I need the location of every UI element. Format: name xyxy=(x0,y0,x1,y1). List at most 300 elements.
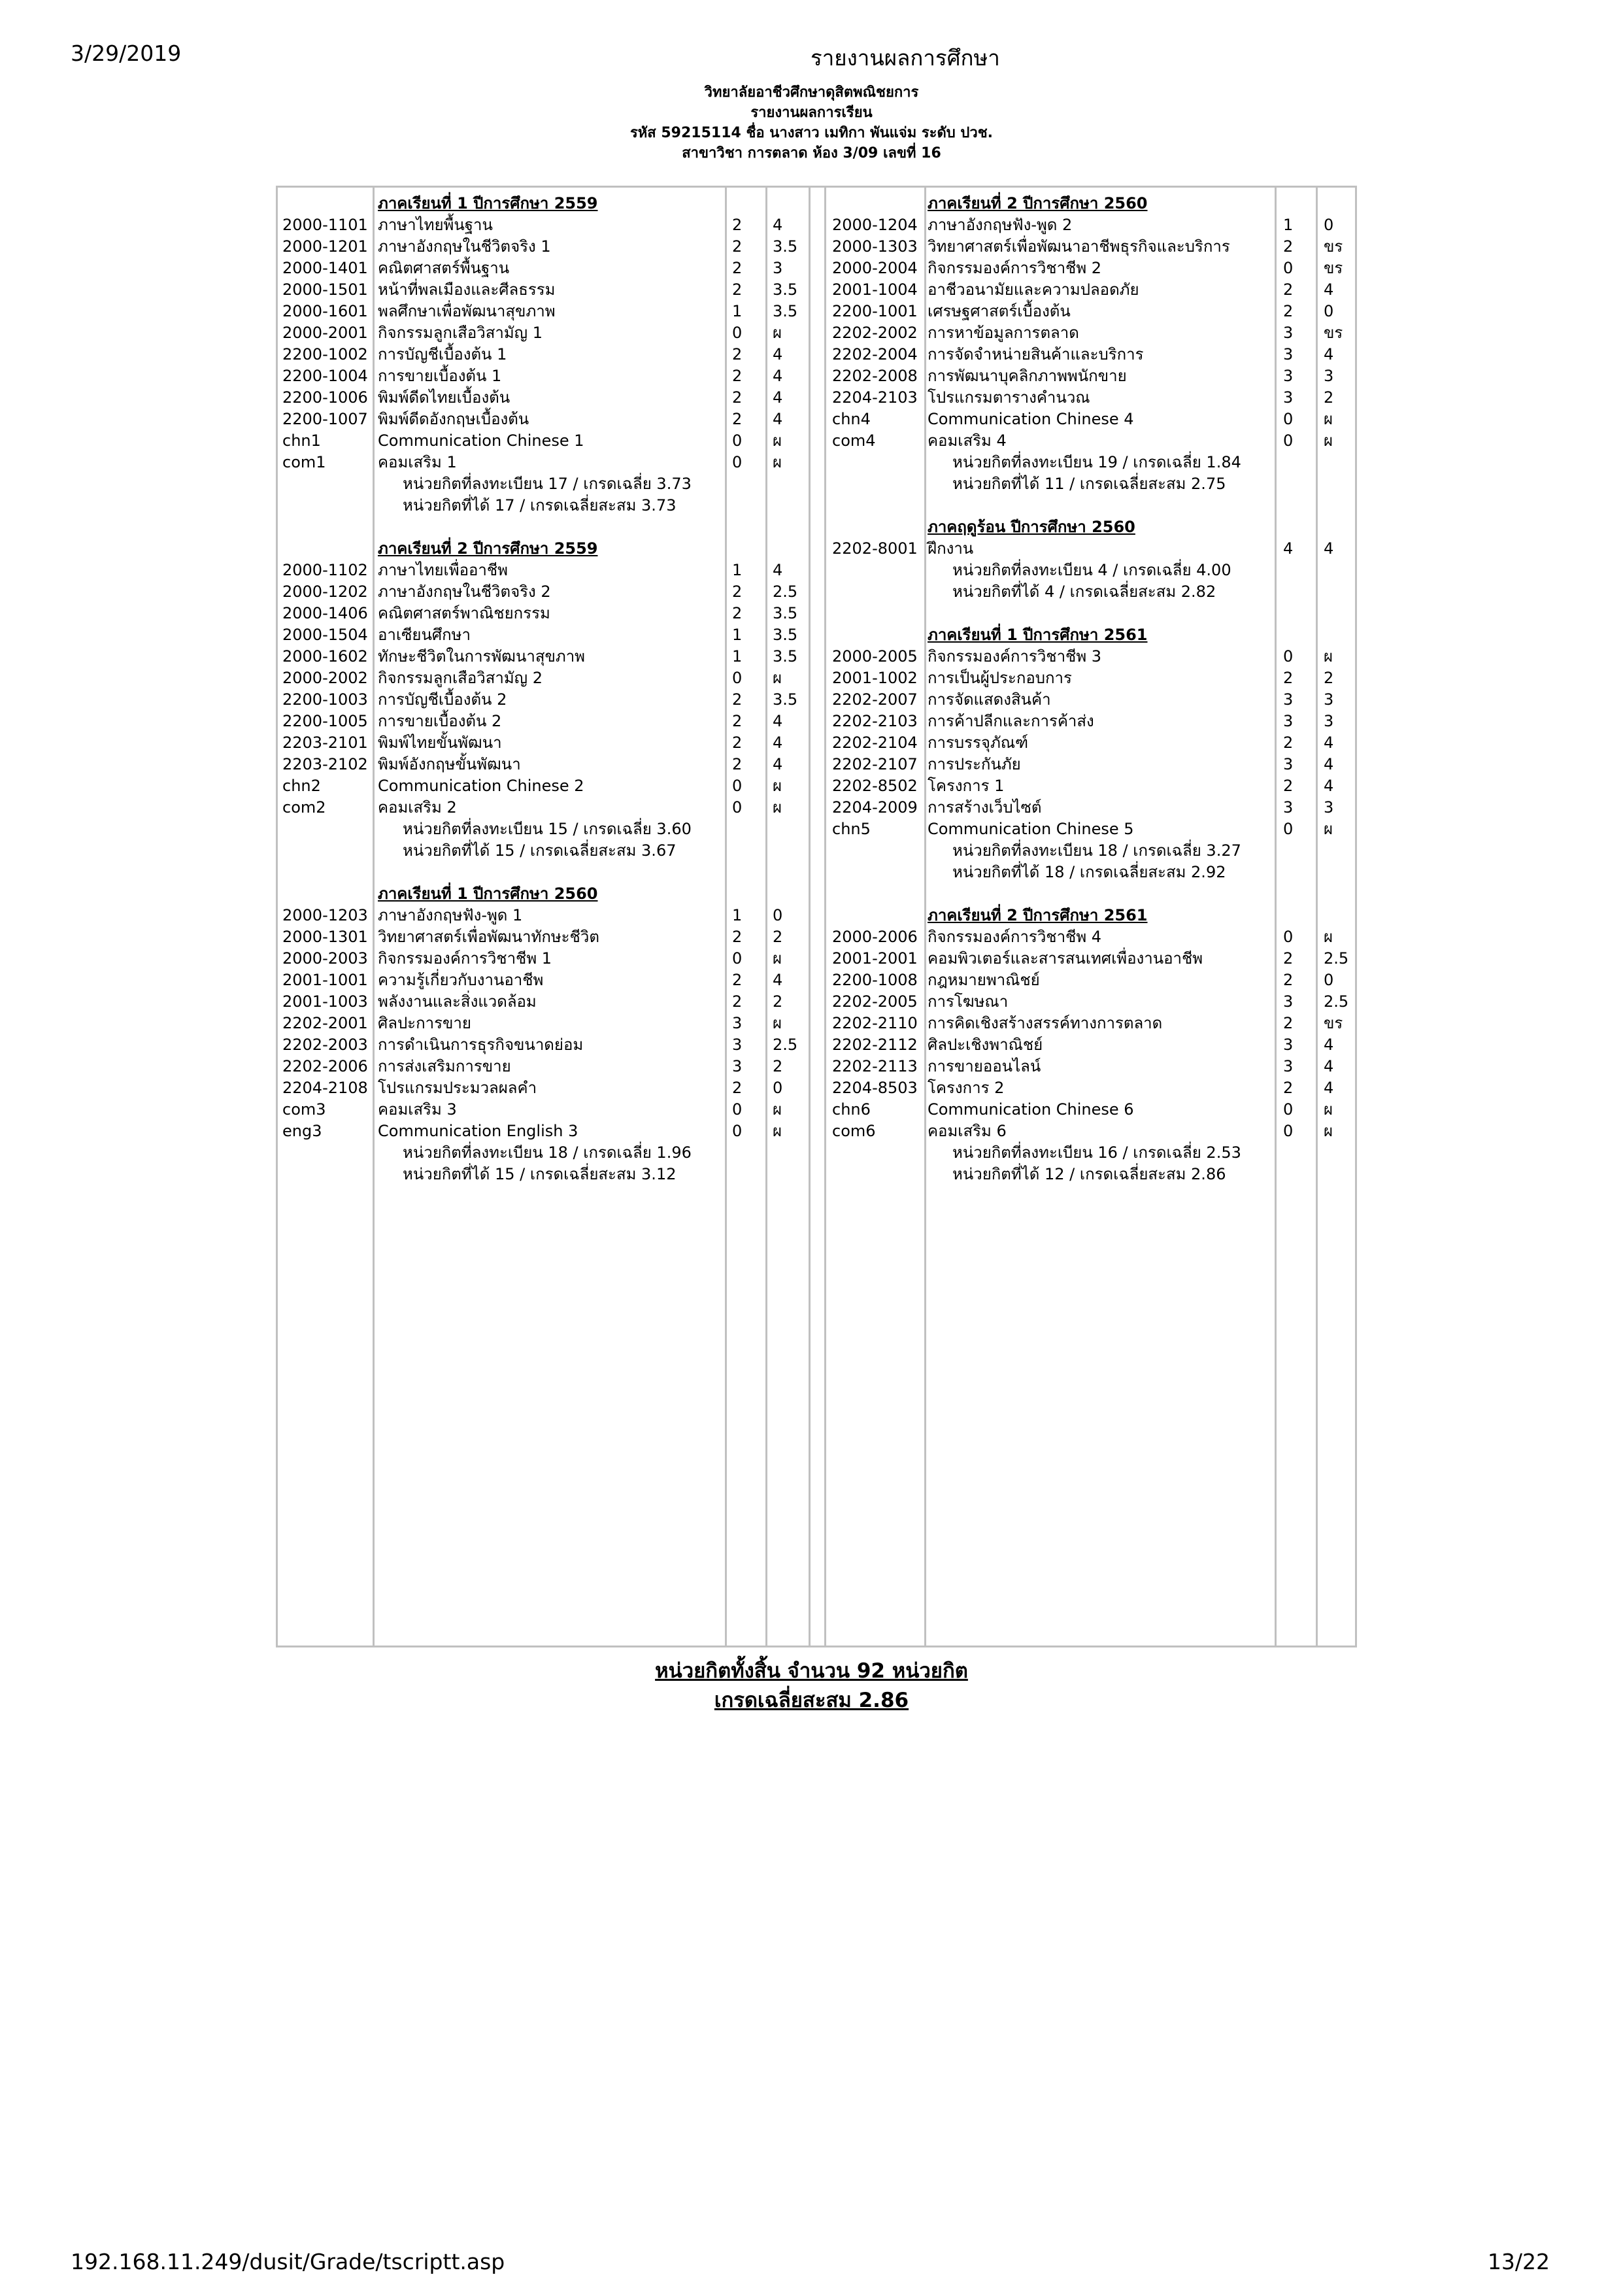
course-row xyxy=(282,732,805,754)
course-name: คอมเสริม 6 xyxy=(928,1122,1007,1140)
course-code: 2000-2001 xyxy=(282,324,368,342)
course-code: com6 xyxy=(832,1122,876,1140)
course-row xyxy=(282,452,805,473)
course-code: 2001-1002 xyxy=(832,669,918,687)
course-row xyxy=(832,991,1355,1013)
course-grade: ขร xyxy=(1324,259,1343,277)
summary-text: หน่วยกิตที่ลงทะเบียน 18 / เกรดเฉลี่ย 1.96 xyxy=(403,1143,692,1162)
course-row xyxy=(282,754,805,775)
course-row xyxy=(832,344,1355,365)
course-code: 2202-8502 xyxy=(832,777,918,795)
semester-summary xyxy=(282,819,805,840)
course-name: การขายเบื้องต้น 1 xyxy=(378,367,502,385)
course-grade: 4 xyxy=(773,561,783,579)
course-name: กิจกรรมองค์การวิชาชีพ 3 xyxy=(928,647,1102,666)
course-credit: 4 xyxy=(1283,539,1294,558)
course-credit: 2 xyxy=(732,928,743,946)
course-row xyxy=(832,711,1355,732)
course-credit: 0 xyxy=(1283,1122,1294,1140)
course-credit: 2 xyxy=(1283,971,1294,989)
course-code: 2204-2103 xyxy=(832,388,918,407)
semester-summary xyxy=(282,1164,805,1185)
semester-summary xyxy=(282,840,805,862)
course-name: Communication Chinese 6 xyxy=(928,1100,1134,1119)
course-credit: 2 xyxy=(732,582,743,601)
course-row xyxy=(282,301,805,322)
course-row xyxy=(832,258,1355,279)
student-info: รหัส 59215114 ชื่อ นางสาว เมทิกา พันแจ่ม ระดับ ปวช. xyxy=(629,125,994,141)
summary-text: หน่วยกิตที่ได้ 4 / เกรดเฉลี่ยสะสม 2.82 xyxy=(952,582,1216,601)
course-name: อาชีวอนามัยและความปลอดภัย xyxy=(928,280,1139,299)
course-row xyxy=(282,797,805,819)
course-row xyxy=(832,775,1355,797)
course-grade: 4 xyxy=(1324,280,1334,299)
course-code: 2200-1006 xyxy=(282,388,368,407)
course-code: 2000-1301 xyxy=(282,928,368,946)
col-divider xyxy=(809,186,811,1647)
report-name: รายงานผลการเรียน xyxy=(750,105,873,121)
course-grade: 2 xyxy=(773,928,783,946)
course-name: การคิดเชิงสร้างสรรค์ทางการตลาด xyxy=(928,1014,1163,1032)
course-code: 2202-2112 xyxy=(832,1036,918,1054)
course-row xyxy=(282,1013,805,1034)
course-credit: 0 xyxy=(732,949,743,968)
course-code: 2202-2002 xyxy=(832,324,918,342)
course-credit: 2 xyxy=(732,992,743,1011)
course-row xyxy=(832,970,1355,991)
course-name: คอมเสริม 3 xyxy=(378,1100,457,1119)
course-grade: 4 xyxy=(1324,755,1334,773)
course-code: 2202-2005 xyxy=(832,992,918,1011)
course-grade: 4 xyxy=(1324,1079,1334,1097)
course-name: การโฆษณา xyxy=(928,992,1009,1011)
course-code: 2001-2001 xyxy=(832,949,918,968)
course-name: ภาษาไทยเพื่ออาชีพ xyxy=(378,561,508,579)
course-credit: 3 xyxy=(1283,690,1294,709)
semester-summary xyxy=(832,560,1355,581)
course-grade: ผ xyxy=(1324,820,1333,838)
semester-title: ภาคเรียนที่ 1 ปีการศึกษา 2559 xyxy=(378,194,598,212)
course-credit: 2 xyxy=(1283,777,1294,795)
course-row xyxy=(832,279,1355,301)
course-name: การขายเบื้องต้น 2 xyxy=(378,712,502,730)
course-code: 2202-2104 xyxy=(832,734,918,752)
semester-title: ภาคเรียนที่ 1 ปีการศึกษา 2560 xyxy=(378,885,598,903)
course-name: การสร้างเว็บไซต์ xyxy=(928,798,1042,817)
course-row xyxy=(282,775,805,797)
course-code: 2200-1002 xyxy=(282,345,368,363)
course-row xyxy=(832,387,1355,409)
course-credit: 2 xyxy=(732,755,743,773)
course-code: 2200-1007 xyxy=(282,410,368,428)
course-grade: 4 xyxy=(1324,1036,1334,1054)
course-name: ศิลปะการขาย xyxy=(378,1014,471,1032)
spacer xyxy=(282,516,805,538)
course-code: 2202-2006 xyxy=(282,1057,368,1075)
course-credit: 2 xyxy=(1283,280,1294,299)
course-row xyxy=(832,236,1355,258)
course-grade: 0 xyxy=(1324,302,1334,320)
course-grade: 4 xyxy=(1324,539,1334,558)
course-grade: ผ xyxy=(773,324,782,342)
course-code: 2001-1004 xyxy=(832,280,918,299)
course-name: โปรแกรมประมวลผลคำ xyxy=(378,1079,537,1097)
summary-text: หน่วยกิตที่ได้ 12 / เกรดเฉลี่ยสะสม 2.86 xyxy=(952,1165,1226,1183)
course-name: โครงการ 2 xyxy=(928,1079,1005,1097)
spacer xyxy=(832,883,1355,905)
course-grade: 4 xyxy=(1324,1057,1334,1075)
course-row xyxy=(832,732,1355,754)
course-name: ภาษาอังกฤษฟัง-พูด 1 xyxy=(378,906,523,924)
course-code: chn1 xyxy=(282,431,321,450)
course-name: วิทยาศาสตร์เพื่อพัฒนาอาชีพธุรกิจและบริการ xyxy=(928,237,1230,256)
course-grade: 4 xyxy=(1324,777,1334,795)
course-code: eng3 xyxy=(282,1122,322,1140)
course-row xyxy=(832,365,1355,387)
course-grade: 0 xyxy=(1324,971,1334,989)
course-code: 2202-2113 xyxy=(832,1057,918,1075)
course-row xyxy=(832,1099,1355,1121)
course-name: อาเซียนศึกษา xyxy=(378,626,471,644)
course-row xyxy=(832,689,1355,711)
course-name: Communication English 3 xyxy=(378,1122,578,1140)
course-grade: 2.5 xyxy=(773,1036,798,1054)
course-grade: ผ xyxy=(1324,410,1333,428)
class-info: สาขาวิชา การตลาด ห้อง 3/09 เลขที่ 16 xyxy=(682,145,941,161)
course-credit: 2 xyxy=(1283,1079,1294,1097)
course-credit: 2 xyxy=(1283,734,1294,752)
course-row xyxy=(282,1099,805,1121)
course-name: การเป็นผู้ประกอบการ xyxy=(928,669,1072,687)
course-grade: 4 xyxy=(773,734,783,752)
course-grade: 2.5 xyxy=(773,582,798,601)
course-name: การหาข้อมูลการตลาด xyxy=(928,324,1079,342)
course-grade: 4 xyxy=(773,367,783,385)
course-grade: ผ xyxy=(1324,1122,1333,1140)
semester-title: ภาคเรียนที่ 1 ปีการศึกษา 2561 xyxy=(928,626,1148,644)
course-credit: 3 xyxy=(1283,324,1294,342)
semester-summary xyxy=(282,1142,805,1164)
course-code: chn6 xyxy=(832,1100,871,1119)
course-credit: 3 xyxy=(732,1036,743,1054)
course-credit: 0 xyxy=(1283,928,1294,946)
course-grade: ผ xyxy=(1324,431,1333,450)
semester-summary xyxy=(832,581,1355,603)
course-code: 2200-1005 xyxy=(282,712,368,730)
course-code: chn2 xyxy=(282,777,321,795)
course-credit: 3 xyxy=(1283,798,1294,817)
course-credit: 3 xyxy=(1283,1036,1294,1054)
course-row xyxy=(832,646,1355,667)
course-code: 2202-2003 xyxy=(282,1036,368,1054)
summary-text: หน่วยกิตที่ลงทะเบียน 17 / เกรดเฉลี่ย 3.73 xyxy=(403,475,692,493)
page-url: 192.168.11.249/dusit/Grade/tscriptt.asp xyxy=(71,2249,505,2274)
course-row xyxy=(282,214,805,236)
right-course-column xyxy=(832,193,1355,1185)
course-grade: ขร xyxy=(1324,324,1343,342)
course-code: 2000-1203 xyxy=(282,906,368,924)
course-grade: ผ xyxy=(773,669,782,687)
course-name: การค้าปลีกและการค้าส่ง xyxy=(928,712,1094,730)
course-row xyxy=(282,409,805,430)
course-credit: 2 xyxy=(732,1079,743,1097)
course-grade: ผ xyxy=(773,1014,782,1032)
course-name: พิมพ์อังกฤษขั้นพัฒนา xyxy=(378,755,521,773)
course-credit: 2 xyxy=(1283,1014,1294,1032)
course-credit: 0 xyxy=(732,1100,743,1119)
course-code: 2000-1201 xyxy=(282,237,368,256)
course-name: การประกันภัย xyxy=(928,755,1021,773)
course-credit: 2 xyxy=(732,971,743,989)
course-row xyxy=(282,560,805,581)
course-grade: 4 xyxy=(773,345,783,363)
summary-text: หน่วยกิตที่ลงทะเบียน 15 / เกรดเฉลี่ย 3.60 xyxy=(403,820,692,838)
course-credit: 2 xyxy=(1283,237,1294,256)
semester-title: ภาคฤดูร้อน ปีการศึกษา 2560 xyxy=(928,518,1135,536)
cumulative-gpa: เกรดเฉลี่ยสะสม 2.86 xyxy=(714,1689,909,1712)
college-name: วิทยาลัยอาชีวศึกษาดุสิตพณิชยการ xyxy=(704,84,919,101)
course-grade: 2 xyxy=(1324,669,1334,687)
course-code: com2 xyxy=(282,798,326,817)
course-name: หน้าที่พลเมืองและศีลธรรม xyxy=(378,280,556,299)
course-grade: 0 xyxy=(773,1079,783,1097)
course-row xyxy=(282,1121,805,1142)
course-credit: 3 xyxy=(1283,755,1294,773)
course-name: ฝึกงาน xyxy=(928,539,974,558)
semester-heading xyxy=(832,624,1355,646)
course-code: 2000-1601 xyxy=(282,302,368,320)
course-credit: 0 xyxy=(1283,820,1294,838)
course-row xyxy=(832,1077,1355,1099)
course-code: 2000-1406 xyxy=(282,604,368,622)
course-code: 2000-1401 xyxy=(282,259,368,277)
course-credit: 1 xyxy=(1283,216,1294,234)
course-row xyxy=(282,711,805,732)
course-name: กิจกรรมองค์การวิชาชีพ 1 xyxy=(378,949,552,968)
course-credit: 1 xyxy=(732,647,743,666)
course-credit: 1 xyxy=(732,561,743,579)
course-row xyxy=(282,581,805,603)
course-code: chn4 xyxy=(832,410,871,428)
course-credit: 0 xyxy=(1283,1100,1294,1119)
course-grade: ผ xyxy=(1324,1100,1333,1119)
course-grade: ผ xyxy=(1324,647,1333,666)
course-credit: 3 xyxy=(1283,388,1294,407)
course-code: 2200-1004 xyxy=(282,367,368,385)
course-code: 2000-1602 xyxy=(282,647,368,666)
semester-summary xyxy=(832,452,1355,473)
course-row xyxy=(832,1013,1355,1034)
course-credit: 0 xyxy=(732,669,743,687)
course-credit: 2 xyxy=(732,367,743,385)
course-grade: 2 xyxy=(773,1057,783,1075)
course-code: 2200-1003 xyxy=(282,690,368,709)
course-grade: ผ xyxy=(773,949,782,968)
course-code: 2202-2110 xyxy=(832,1014,918,1032)
course-code: 2202-2103 xyxy=(832,712,918,730)
course-row xyxy=(282,948,805,970)
course-name: กฎหมายพาณิชย์ xyxy=(928,971,1040,989)
course-credit: 2 xyxy=(732,237,743,256)
course-code: 2202-2008 xyxy=(832,367,918,385)
summary-text: หน่วยกิตที่ลงทะเบียน 4 / เกรดเฉลี่ย 4.00 xyxy=(952,561,1231,579)
course-row xyxy=(832,430,1355,452)
course-row xyxy=(282,344,805,365)
course-name: โครงการ 1 xyxy=(928,777,1005,795)
course-credit: 2 xyxy=(732,216,743,234)
course-name: พิมพ์ดีดอังกฤษเบื้องต้น xyxy=(378,410,529,428)
summary-text: หน่วยกิตที่ได้ 15 / เกรดเฉลี่ยสะสม 3.67 xyxy=(403,841,677,860)
course-credit: 0 xyxy=(1283,647,1294,666)
course-code: 2203-2101 xyxy=(282,734,368,752)
course-grade: ผ xyxy=(773,798,782,817)
semester-heading xyxy=(832,516,1355,538)
course-row xyxy=(832,322,1355,344)
course-name: กิจกรรมองค์การวิชาชีพ 4 xyxy=(928,928,1102,946)
course-row xyxy=(282,1034,805,1056)
course-name: กิจกรรมลูกเสือวิสามัญ 2 xyxy=(378,669,543,687)
course-credit: 3 xyxy=(1283,712,1294,730)
course-credit: 2 xyxy=(732,410,743,428)
semester-title: ภาคเรียนที่ 2 ปีการศึกษา 2561 xyxy=(928,906,1148,924)
course-grade: 3 xyxy=(1324,690,1334,709)
course-grade: 4 xyxy=(1324,734,1334,752)
course-grade: 3 xyxy=(773,259,783,277)
spacer xyxy=(832,495,1355,516)
course-grade: 3 xyxy=(1324,712,1334,730)
course-credit: 2 xyxy=(732,734,743,752)
course-code: 2000-1303 xyxy=(832,237,918,256)
course-grade: ผ xyxy=(773,431,782,450)
semester-summary xyxy=(282,473,805,495)
course-row xyxy=(832,301,1355,322)
course-row xyxy=(282,646,805,667)
course-code: 2000-2002 xyxy=(282,669,368,687)
summary-text: หน่วยกิตที่ได้ 11 / เกรดเฉลี่ยสะสม 2.75 xyxy=(952,475,1226,493)
page-number: 13/22 xyxy=(1487,2249,1550,2274)
course-credit: 2 xyxy=(732,345,743,363)
course-code: 2202-8001 xyxy=(832,539,918,558)
course-code: 2200-1008 xyxy=(832,971,918,989)
semester-heading xyxy=(282,883,805,905)
semester-heading xyxy=(832,193,1355,214)
course-name: พลศึกษาเพื่อพัฒนาสุขภาพ xyxy=(378,302,556,320)
course-grade: 4 xyxy=(773,971,783,989)
course-grade: ขร xyxy=(1324,1014,1343,1032)
course-grade: ผ xyxy=(773,777,782,795)
course-row xyxy=(282,365,805,387)
course-grade: 4 xyxy=(773,410,783,428)
course-name: คอมเสริม 4 xyxy=(928,431,1007,450)
course-name: คอมเสริม 1 xyxy=(378,453,457,471)
course-grade: 2 xyxy=(773,992,783,1011)
course-row xyxy=(832,797,1355,819)
course-code: 2200-1001 xyxy=(832,302,918,320)
course-credit: 2 xyxy=(732,388,743,407)
course-code: 2202-2001 xyxy=(282,1014,368,1032)
course-grade: 0 xyxy=(773,906,783,924)
course-credit: 0 xyxy=(732,324,743,342)
course-grade: 3.5 xyxy=(773,302,798,320)
semester-summary xyxy=(832,473,1355,495)
course-grade: 4 xyxy=(773,755,783,773)
course-code: 2000-1204 xyxy=(832,216,918,234)
course-name: การดำเนินการธุรกิจขนาดย่อม xyxy=(378,1036,584,1054)
course-credit: 0 xyxy=(1283,259,1294,277)
course-credit: 3 xyxy=(732,1014,743,1032)
course-grade: 3 xyxy=(1324,367,1334,385)
course-code: 2000-1504 xyxy=(282,626,368,644)
course-row xyxy=(282,236,805,258)
summary-text: หน่วยกิตที่ได้ 17 / เกรดเฉลี่ยสะสม 3.73 xyxy=(403,496,677,515)
course-row xyxy=(282,991,805,1013)
summary-text: หน่วยกิตที่ได้ 18 / เกรดเฉลี่ยสะสม 2.92 xyxy=(952,863,1226,881)
course-row xyxy=(832,1034,1355,1056)
course-code: 2000-1202 xyxy=(282,582,368,601)
course-grade: ผ xyxy=(773,1122,782,1140)
course-grade: 4 xyxy=(773,712,783,730)
course-code: 2000-1101 xyxy=(282,216,368,234)
total-credits: หน่วยกิตทั้งสิ้น จำนวน 92 หน่วยกิต xyxy=(655,1659,968,1683)
course-code: 2001-1001 xyxy=(282,971,368,989)
course-name: กิจกรรมลูกเสือวิสามัญ 1 xyxy=(378,324,543,342)
course-grade: ผ xyxy=(1324,928,1333,946)
course-grade: 3.5 xyxy=(773,690,798,709)
course-grade: 0 xyxy=(1324,216,1334,234)
course-name: Communication Chinese 1 xyxy=(378,431,584,450)
course-code: 2000-2005 xyxy=(832,647,918,666)
course-name: ภาษาอังกฤษในชีวิตจริง 1 xyxy=(378,237,551,256)
course-grade: ผ xyxy=(773,453,782,471)
course-name: โปรแกรมตารางคำนวณ xyxy=(928,388,1090,407)
semester-summary xyxy=(832,1164,1355,1185)
course-name: ศิลปะเชิงพาณิชย์ xyxy=(928,1036,1043,1054)
course-credit: 2 xyxy=(732,690,743,709)
course-row xyxy=(832,214,1355,236)
course-code: 2203-2102 xyxy=(282,755,368,773)
course-row xyxy=(282,430,805,452)
course-code: 2204-2108 xyxy=(282,1079,368,1097)
course-name: การบัญชีเบื้องต้น 1 xyxy=(378,345,507,363)
semester-heading xyxy=(832,905,1355,926)
course-row xyxy=(832,1121,1355,1142)
course-name: การบรรจุภัณฑ์ xyxy=(928,734,1028,752)
semester-summary xyxy=(282,495,805,516)
course-code: 2000-2006 xyxy=(832,928,918,946)
course-name: คอมพิวเตอร์และสารสนเทศเพื่องานอาชีพ xyxy=(928,949,1203,968)
course-code: 2204-8503 xyxy=(832,1079,918,1097)
course-name: การขายออนไลน์ xyxy=(928,1057,1041,1075)
course-row xyxy=(282,603,805,624)
course-grade: 3.5 xyxy=(773,237,798,256)
course-credit: 2 xyxy=(732,604,743,622)
page-title: รายงานผลการศึกษา xyxy=(811,45,1000,71)
course-code: 2000-2003 xyxy=(282,949,368,968)
course-row xyxy=(832,1056,1355,1077)
course-name: Communication Chinese 4 xyxy=(928,410,1134,428)
course-code: chn5 xyxy=(832,820,871,838)
course-row xyxy=(832,667,1355,689)
course-name: วิทยาศาสตร์เพื่อพัฒนาทักษะชีวิต xyxy=(378,928,599,946)
course-name: คณิตศาสตร์พาณิชยกรรม xyxy=(378,604,550,622)
course-grade: 2.5 xyxy=(1324,992,1349,1011)
course-name: Communication Chinese 5 xyxy=(928,820,1134,838)
course-code: com3 xyxy=(282,1100,326,1119)
course-grade: 4 xyxy=(773,388,783,407)
course-credit: 2 xyxy=(732,259,743,277)
semester-heading xyxy=(282,193,805,214)
course-name: พลังงานและสิ่งแวดล้อม xyxy=(378,992,537,1011)
